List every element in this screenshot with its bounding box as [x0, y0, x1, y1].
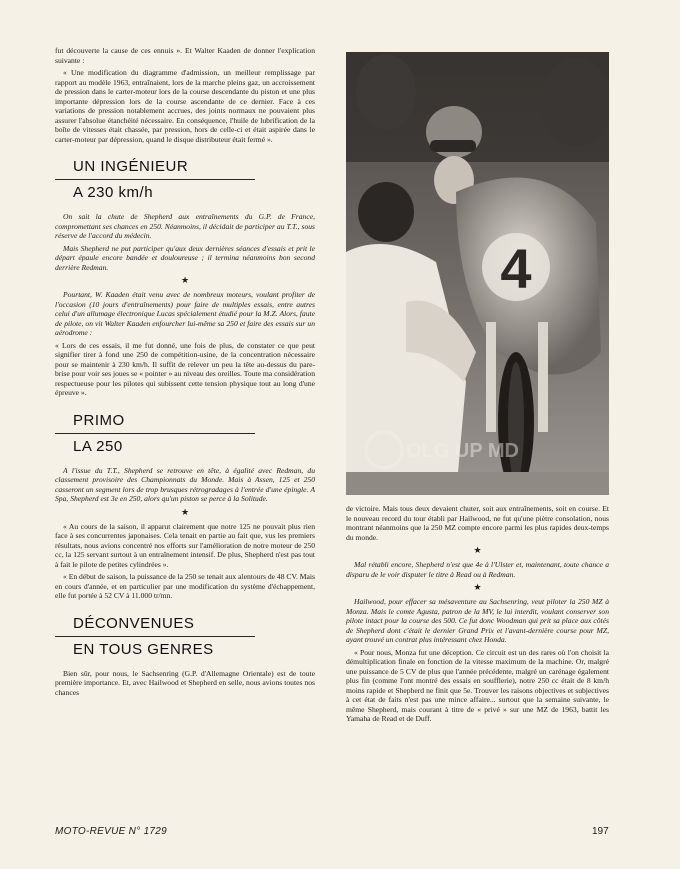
paragraph: Mais Shepherd ne put participer qu'aux deux dernières séances d'essais et prit le départ épaule encore bandée et douloureuse ; il termina néanmoins bon second derrière Redman. [55, 243, 315, 272]
heading-line-1: PRIMO [73, 411, 125, 429]
heading-line-1: UN INGÉNIEUR [73, 158, 189, 175]
paragraph: Pourtant, W. Kaaden était venu avec de nombreux moteurs, voulant profiter de l'occasion (10 jours d'entraînements) pour faire de multiples essais, entre autres celui d'un allumage électronique Lucas spécialement étudié pour la M.Z. Alors, faute de pilote, on vit Walter Kaaden enfourcher lui-même sa 250 et faire des essais sur un aérodrome : [55, 290, 315, 337]
racing-photo [346, 52, 609, 495]
heading-line-2: LA 250 [73, 437, 123, 455]
separator-star: ★ [180, 275, 190, 285]
heading-deconvenues [55, 615, 315, 659]
heading-un-ingenieur [55, 158, 315, 202]
paragraph: On sait la chute de Shepherd aux entraînements du G.P. de France, compromettant ses chances en 250. Néanmoins, il décidait de participer au T.T., sous réserve de l'accord du médecin. [55, 212, 315, 240]
photo-illustration [346, 52, 609, 495]
paragraph: « En début de saison, la puissance de la 250 se tenait aux alentours de 48 CV. Mais en cours d'année, et en particulier par une modification du système d'échappement, elle fut portée à 52 CV à 11.000 tr/mn. [55, 572, 315, 600]
heading-line-2: EN TOUS GENRES [73, 640, 214, 658]
paragraph: « Pour nous, Monza fut une déception. Ce circuit est un des rares où l'on choisit la démultiplication finale en fonction de la vitesse maximum de la machine. Or, malgré une puissance de 5 CV de plus que l'année précédente, malgré un carénage également plus fin (comme l'ont montré des essais en soufflerie), notre 250 cc était de 8 km/h moins rapide et Shepherd ne finit que 5e. Trouver les raisons objectives et subjectives à cet état de faits n'est pas une mince affaire... surtout que la semaine suivante, le même Shepherd, mais courant à titre de « privé » sur une MZ de 1963, battit les Yamaha de Read et de Duff. [346, 647, 609, 723]
watermark-text: OLG UP MD [406, 440, 519, 462]
magazine-footer: MOTO-REVUE N° 1729 [55, 826, 168, 837]
separator-star: ★ [473, 545, 482, 555]
paragraph: « Lors de ces essais, il me fut donné, une fois de plus, de constater ce que peut signifier tirer à fond une 250 de compétition-usine, de la concentration nécessaire pour se maintenir à 230 km/h. Il suffit de relever un peu la tête au-dessus du pare-brise pour voir ses joues se « pointer » au niveau des oreilles. Toute ma considération respectueuse pour les pilotes qui subissent cette tension physique tout au long d'une épreuve ». [55, 340, 315, 397]
separator-star: ★ [473, 582, 482, 592]
right-column [346, 504, 609, 727]
paragraph: fut découverte la cause de ces ennuis ». Et Walter Kaaden de donner l'explication suivante : [55, 46, 315, 65]
paragraph: « Au cours de la saison, il apparut clairement que notre 125 ne pouvait plus rien face à ses concurrentes japonaises. Cela tenait en partie au fait que, vus les premiers résultats, nous avions concentré nos efforts sur l'amélioration de notre moteur de 250 cc, la 125 servant surtout à un entraînement intensif. De plus, Shepherd n'est pas tout à fait le pilote de petites cylindrées ». [55, 521, 315, 569]
race-number: 4 [500, 237, 532, 300]
heading-line-1: DÉCONVENUES [73, 614, 195, 632]
separator-star: ★ [180, 506, 190, 517]
paragraph: Mal rétabli encore, Shepherd n'est que 4e à l'Ulster et, maintenant, toute chance a disparu de le voir disputer le titre à Read ou à Redman. [346, 560, 609, 579]
page-number: 197 [592, 826, 609, 837]
paragraph: de victoire. Mais tous deux devaient chuter, soit aux entraînements, soit en course. Et le nouveau record du tour établi par Hailwood, ne fut qu'une piètre consolation, nous montrant néanmoins que la 250 MZ compte encore parmi les plus rapides deux-temps du monde. [346, 504, 609, 542]
paragraph: Hailwood, pour effacer sa mésaventure au Sachsenring, veut piloter la 250 MZ à Monza. Mais le comte Agusta, patron de la MV, le lui interdit, voulant conserver son pilote intact pour la course des 500. Ce fut donc Woodman qui prit sa place aux côtés de Shepherd dont c'était le dernier Grand Prix et l'avant-dernière course pour MZ, ayant trouvé un contrat plus intéressant chez Honda. [346, 597, 609, 644]
left-column [55, 46, 315, 700]
paragraph: « Une modification du diagramme d'admission, un meilleur remplissage par rapport au modèle 1963, entraînaient, lors de la marche pleins gaz, un accroissement de pression dans le carter-moteur lors de la course descendante du piston et une plus importante dépression lors de la course ascendante de ce dernier. Face à ces variations de pression notablement accrues, des joints normaux ne pouvaient plus assurer l'absolue étanchéité nécessaire. En conséquence, l'huile de lubrification de la boîte de vitesses était chassée, par pression, hors de celle-ci et était aspirée dans le carter-moteur par dépression, quand le disque distributeur était fermé ». [55, 68, 315, 144]
paragraph: A l'issue du T.T., Shepherd se retrouve en tête, à égalité avec Redman, du classement provisoire des Championnats du Monde. Mais à Assen, 125 et 250 casseront un segment lors de trop brusques rétrogradages à l'entrée d'une épingle. A Spa, Shepherd est 3e en 250, alors qu'un piston se perce à la Solitude. [55, 465, 315, 503]
intro-text [55, 46, 315, 144]
heading-line-2: A 230 km/h [73, 184, 154, 201]
heading-primo [55, 412, 315, 456]
paragraph: Bien sûr, pour nous, le Sachsenring (G.P. d'Allemagne Orientale) est de toute première importance. Et, avec Hailwood et Shepherd en selle, nous avions toutes nos chances [55, 668, 315, 697]
